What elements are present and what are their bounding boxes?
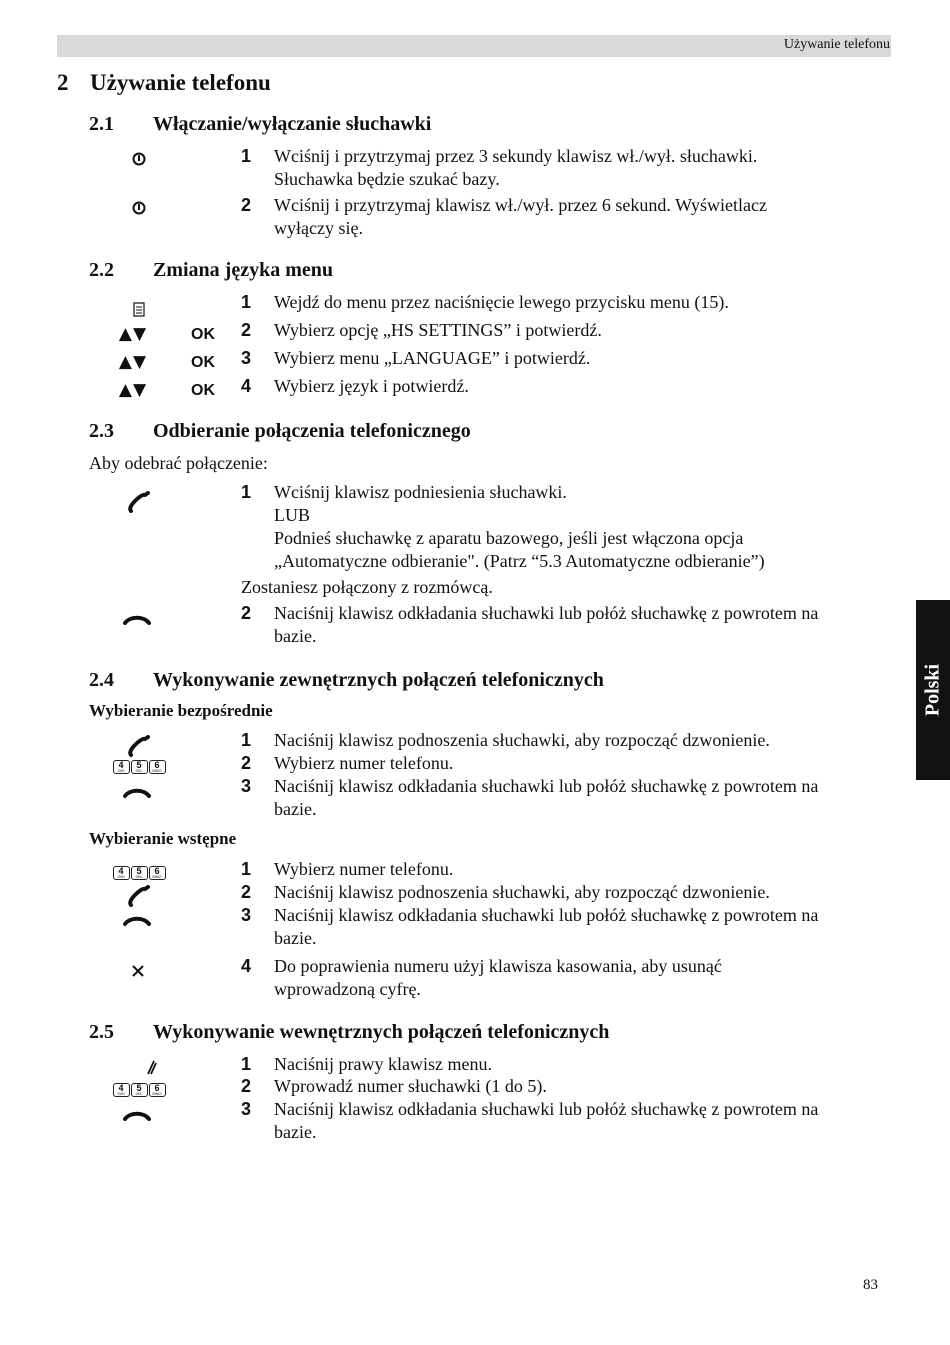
menu-icon xyxy=(130,300,148,318)
keypad-icon: 4 GHI 5 JKL 6 MNO xyxy=(113,865,165,881)
ok-key-icon: OK xyxy=(191,326,215,343)
subheading-direct-dialing: Wybieranie bezpośrednie xyxy=(89,701,273,720)
step-2-5-2: 2 Wprowadź numer słuchawki (1 do 5). xyxy=(241,1076,547,1096)
chapter-title: Używanie telefonu xyxy=(90,70,271,95)
step-2-4-pre-4: 4 Do poprawienia numeru użyj klawisza kasowania, aby usunąć wprowadzoną cyfrę. xyxy=(241,956,722,999)
power-icon xyxy=(128,199,150,217)
pickup-phone-icon xyxy=(124,490,152,514)
section-heading-2-5: 2.5 Wykonywanie wewnętrznych połączeń telefonicznych xyxy=(89,1021,610,1043)
step-2-4-pre-2: 2 Naciśnij klawisz podnoszenia słuchawki, aby rozpocząć dzwonienie. xyxy=(241,882,770,902)
step-2-3-2: 2 Naciśnij klawisz odkładania słuchawki lub połóż słuchawkę z powrotem na bazie. xyxy=(241,603,819,646)
up-down-arrows-icon: ▲▼ xyxy=(118,324,148,344)
chapter-number: 2 xyxy=(57,70,69,95)
power-icon xyxy=(128,150,150,168)
section-heading-2-3: 2.3 Odbieranie połączenia telefonicznego xyxy=(89,420,471,442)
step-2-5-3: 3 Naciśnij klawisz odkładania słuchawki lub połóż słuchawkę z powrotem na bazie. xyxy=(241,1099,819,1142)
ok-key-icon: OK xyxy=(191,382,215,399)
chapter-heading xyxy=(57,70,271,96)
step-2-5-1: 1 Naciśnij prawy klawisz menu. xyxy=(241,1054,492,1074)
step-2-2-4: 4 Wybierz język i potwierdź. xyxy=(241,376,469,396)
step-2-4-direct-2: 2 Wybierz numer telefonu. xyxy=(241,753,454,773)
keypad-icon: 4 GHI 5 JKL 6 MNO xyxy=(113,1082,165,1098)
up-down-arrows-icon: ▲▼ xyxy=(118,380,148,400)
hangup-phone-icon xyxy=(120,612,154,628)
step-2-4-pre-3: 3 Naciśnij klawisz odkładania słuchawki lub połóż słuchawkę z powrotem na bazie. xyxy=(241,905,819,948)
ok-key-icon: OK xyxy=(191,354,215,371)
header-bar xyxy=(57,35,891,57)
right-menu-key-icon xyxy=(142,1056,160,1078)
section-heading-2-2: 2.2 Zmiana języka menu xyxy=(89,259,333,281)
subheading-pre-dialing: Wybieranie wstępne xyxy=(89,829,237,848)
hangup-phone-icon xyxy=(120,913,154,929)
step-2-4-direct-3: 3 Naciśnij klawisz odkładania słuchawki lub połóż słuchawkę z powrotem na bazie. xyxy=(241,776,819,819)
step-2-2-1: 1 Wejdź do menu przez naciśnięcie lewego przycisku menu (15). xyxy=(241,292,729,312)
language-side-tab xyxy=(916,600,950,780)
pickup-phone-icon xyxy=(124,884,152,908)
language-label: Polski xyxy=(921,663,944,717)
up-down-arrows-icon: ▲▼ xyxy=(118,352,148,372)
step-2-4-direct-1: 1 Naciśnij klawisz podnoszenia słuchawki, aby rozpocząć dzwonienie. xyxy=(241,730,770,750)
section-heading-2-1: 2.1 Włączanie/wyłączanie słuchawki xyxy=(89,113,432,135)
step-2-4-pre-1: 1 Wybierz numer telefonu. xyxy=(241,859,454,879)
step-2-2-2: 2 Wybierz opcję „HS SETTINGS” i potwierdź. xyxy=(241,320,602,340)
pickup-phone-icon xyxy=(124,734,152,758)
step-2-3-1: 1 Wciśnij klawisz podniesienia słuchawki. LUB Podnieś słuchawkę z aparatu bazowego, jeśli jest włączona opcja „Automatyczne odbieranie". (Patrz “5.3 Automatyczne odbieranie”) xyxy=(241,482,765,571)
connected-text: Zostaniesz połączony z rozmówcą. xyxy=(241,577,493,597)
section-heading-2-4: 2.4 Wykonywanie zewnętrznych połączeń telefonicznych xyxy=(89,669,604,691)
delete-icon xyxy=(128,961,148,981)
intro-text: Aby odebrać połączenie: xyxy=(89,453,268,473)
keypad-icon: 4 GHI 5 JKL 6 MNO xyxy=(113,759,165,775)
hangup-phone-icon xyxy=(120,1108,154,1124)
running-title: Używanie telefonu xyxy=(783,37,890,52)
hangup-phone-icon xyxy=(120,785,154,801)
step-2-1-2: 2 Wciśnij i przytrzymaj klawisz wł./wył. przez 6 sekund. Wyświetlacz wyłączy się. xyxy=(241,195,767,238)
step-2-2-3: 3 Wybierz menu „LANGUAGE” i potwierdź. xyxy=(241,348,591,368)
page-number: 83 xyxy=(863,1277,878,1293)
step-2-1-1: 1 Wciśnij i przytrzymaj przez 3 sekundy klawisz wł./wył. słuchawki. Słuchawka będzie szukać bazy. xyxy=(241,146,758,189)
